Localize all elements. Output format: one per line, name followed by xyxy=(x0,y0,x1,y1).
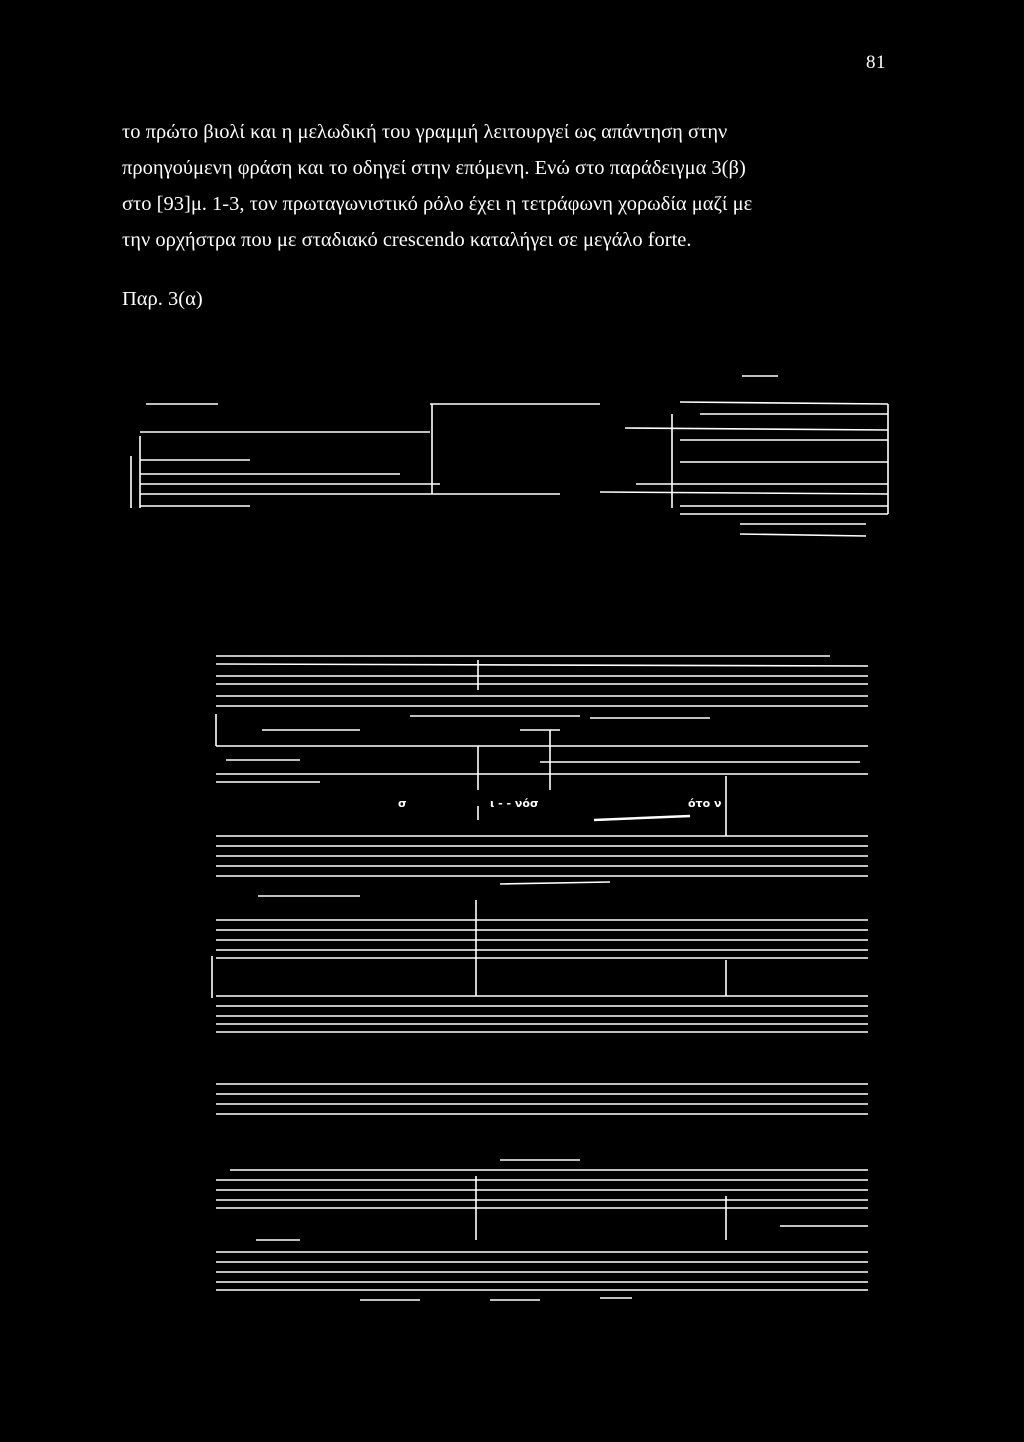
paragraph-line-3: στο [93]μ. 1-3, τον πρωταγωνιστικό ρόλο έχει η τετράφωνη χορωδία μαζί με xyxy=(122,193,753,215)
score-mark-right: ότο ν xyxy=(688,797,722,810)
score-system-3 xyxy=(212,900,868,1032)
score-system-2 xyxy=(216,656,868,896)
score-mark-middle: ι - - νόσ xyxy=(490,797,539,810)
paragraph-line-2: προηγούμενη φράση και το οδηγεί στην επόμενη. Ενώ στο παράδειγμα 3(β) xyxy=(122,157,746,179)
score-system-5 xyxy=(216,1160,868,1300)
score-mark-left: σ xyxy=(398,797,407,810)
paragraph-line-4: την ορχήστρα που με σταδιακό crescendo καταλήγει σε μεγάλο forte. xyxy=(122,229,692,251)
score-system-1 xyxy=(131,376,888,536)
score-system-4 xyxy=(216,1084,868,1114)
example-caption: Παρ. 3(α) xyxy=(122,288,203,310)
page-number: 81 xyxy=(866,52,886,73)
paragraph-line-1: το πρώτο βιολί και η μελωδική του γραμμή λειτουργεί ως απάντηση στην xyxy=(122,121,728,143)
